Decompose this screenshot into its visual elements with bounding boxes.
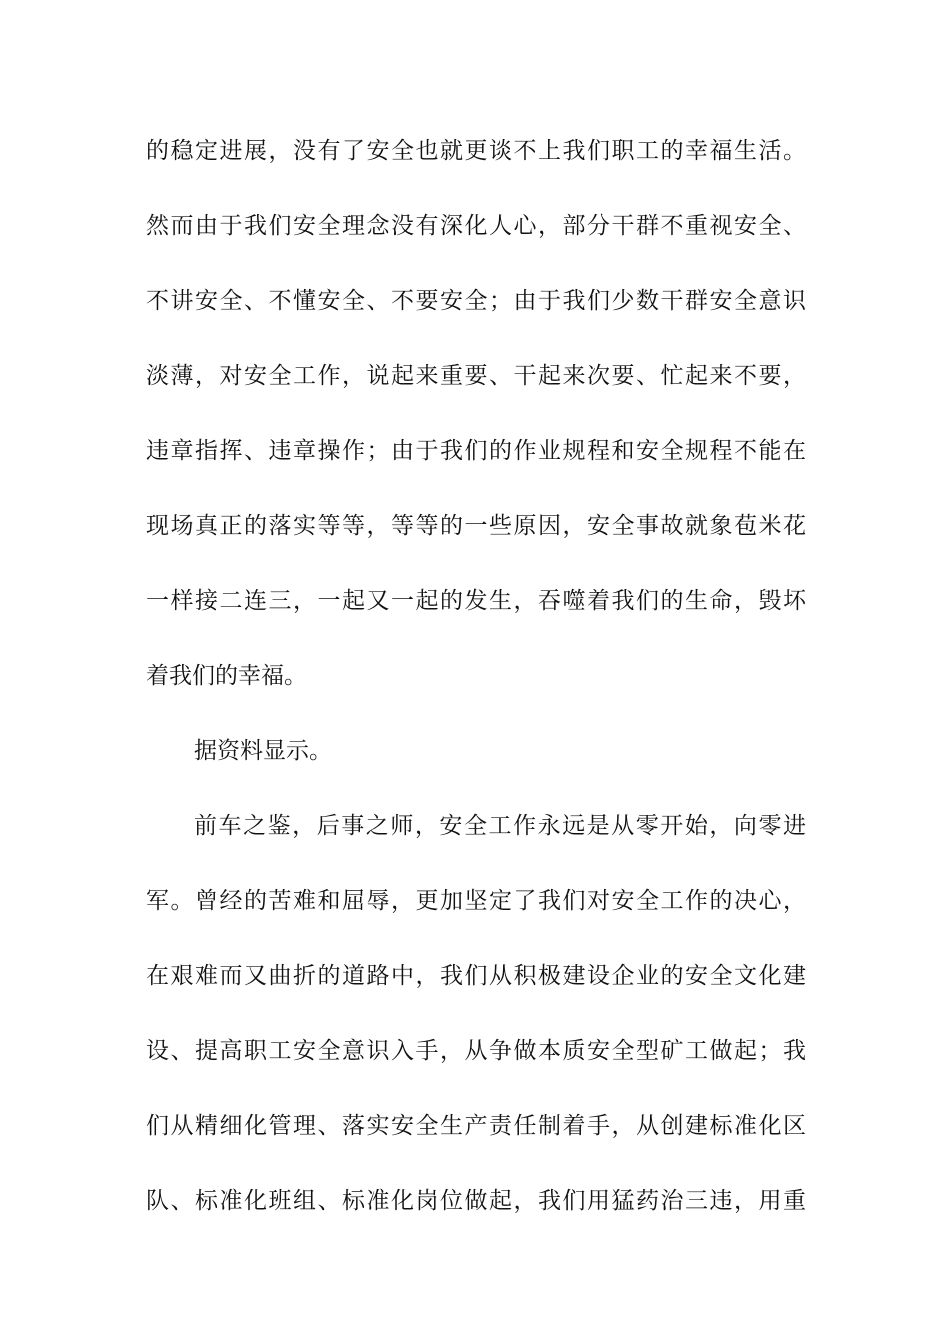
text-line: 违章指挥、违章操作；由于我们的作业规程和安全规程不能在 xyxy=(146,438,806,464)
paragraph-line: 前车之鉴，后事之师，安全工作永远是从零开始，向零进 xyxy=(194,813,806,839)
text-line: 一样接二连三，一起又一起的发生，吞噬着我们的生命，毁坏 xyxy=(146,588,806,614)
text-line: 的稳定进展，没有了安全也就更谈不上我们职工的幸福生活。 xyxy=(146,138,806,164)
text-line: 淡薄，对安全工作，说起来重要、干起来次要、忙起来不要， xyxy=(146,363,806,389)
text-line: 在艰难而又曲折的道路中，我们从积极建设企业的安全文化建 xyxy=(146,963,806,989)
text-line: 队、标准化班组、标准化岗位做起，我们用猛药治三违，用重 xyxy=(146,1188,806,1214)
text-line: 设、提高职工安全意识入手，从争做本质安全型矿工做起；我 xyxy=(146,1038,806,1064)
text-line: 然而由于我们安全理念没有深化人心，部分干群不重视安全、 xyxy=(146,213,806,239)
text-line: 军。曾经的苦难和屈辱，更加坚定了我们对安全工作的决心， xyxy=(146,888,806,914)
text-line: 们从精细化管理、落实安全生产责任制着手，从创建标准化区 xyxy=(146,1113,806,1139)
text-line: 不讲安全、不懂安全、不要安全；由于我们少数干群安全意识 xyxy=(146,288,806,314)
text-line: 着我们的幸福。 xyxy=(146,663,307,689)
text-line: 现场真正的落实等等，等等的一些原因，安全事故就象苞米花 xyxy=(146,513,806,539)
paragraph-line: 据资料显示。 xyxy=(194,738,332,764)
